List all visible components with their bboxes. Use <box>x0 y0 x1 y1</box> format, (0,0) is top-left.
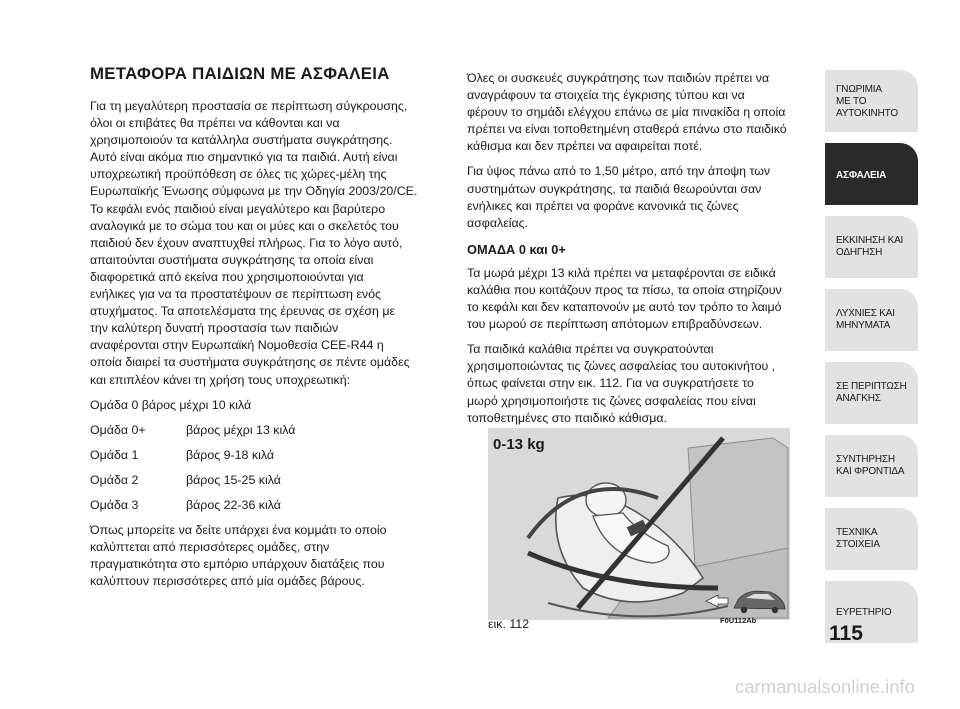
baskets-line: Τα παιδικά καλάθια πρέπει να συγκρατούνται <box>467 342 714 357</box>
approval-paragraph <box>467 70 815 155</box>
group-row <box>90 422 462 439</box>
right-column <box>467 70 815 435</box>
intro-line: αναλογικά με το σώμα του και οι μύες και ο σκελετός του <box>90 218 399 233</box>
group-row <box>90 497 462 514</box>
intro-line: Αυτό είναι ακόμα πιο σημαντικό για τα παιδιά. Αυτή είναι <box>90 150 398 165</box>
height-paragraph <box>467 163 815 231</box>
tab-warning-lights[interactable] <box>825 289 918 351</box>
tab-label-line: ΜΗΝΥΜΑΤΑ <box>836 320 891 331</box>
group-name: Ομάδα 1 <box>90 447 139 462</box>
intro-paragraph <box>90 98 462 389</box>
group-name: Ομάδα 3 <box>90 497 139 512</box>
figure-weight-label: 0-13 kg <box>493 436 545 453</box>
approval-line: πρέπει να είναι τοποθετημένη σταθερά επάνω στο παιδικό <box>467 122 787 137</box>
tab-label-line: ΑΥΤΟΚΙΝΗΤΟ <box>836 108 898 119</box>
baskets-line: χρησιμοποιώντας τις ζώνες ασφαλείας του αυτοκινήτου , <box>467 359 776 374</box>
baskets-paragraph <box>467 341 815 426</box>
height-line: συστημάτων συγκράτησης, τα παιδιά θεωρούνται σαν <box>467 181 762 196</box>
tab-label-line: ΣΕ ΠΕΡΙΠΤΩΣΗ <box>836 381 907 392</box>
tab-label-line: ΟΔΗΓΗΣΗ <box>836 247 883 258</box>
tab-label-line: ΚΑΙ ΦΡΟΝΤΙΔΑ <box>836 466 905 477</box>
tab-label-line: ΓΝΩΡΙΜΙΑ <box>836 84 882 95</box>
tab-label-line: ΕΥΡΕΤΗΡΙΟ <box>836 607 892 618</box>
tab-label-line: ΛΥΧΝΙΕΣ ΚΑΙ <box>836 308 895 319</box>
intro-line: αναφέρονται στην Ευρωπαϊκή Νομοθεσία CEE-R44 η <box>90 338 384 353</box>
infants-line: του μωρού σε περίπτωση απότομων επιβραδύνσεων. <box>467 317 763 332</box>
closing-line: καλύπτεται από περισσότερες ομάδες, στην <box>90 540 330 555</box>
closing-line: Όπως μπορείτε να δείτε υπάρχει ένα κομμάτι το οποίο <box>90 523 387 538</box>
intro-line: υποχρεωτική προϋπόθεση σε όλες τις χώρες-μέλη της <box>90 167 387 182</box>
infants-line: Τα μωρά μέχρι 13 κιλά πρέπει να μεταφέρονται σε ειδικά <box>467 265 776 280</box>
group-weight: βάρος 22-36 κιλά <box>186 497 281 512</box>
tab-safety[interactable] <box>825 143 918 205</box>
approval-line: αναγράφουν τα στοιχεία της έγκρισης τύπου και να <box>467 88 745 103</box>
watermark: carmanualsonline.info <box>735 676 915 697</box>
group-weight: βάρος μέχρι 13 κιλά <box>186 422 296 437</box>
left-column <box>90 64 462 598</box>
figure-112 <box>488 428 790 620</box>
group-weight: βάρος 15-25 κιλά <box>186 472 281 487</box>
tab-label-line: ΑΣΦΑΛΕΙΑ <box>836 170 887 181</box>
baskets-line: όπως φαίνεται στην εικ. 112. Για να συγκρατήσετε το <box>467 376 754 391</box>
infants-paragraph <box>467 265 815 333</box>
group-name: Ομάδα 0+ <box>90 422 146 437</box>
height-line: ενήλικες και πρέπει να φοράνε κανονικά τις ζώνες <box>467 198 739 213</box>
page-number: 115 <box>829 622 863 645</box>
intro-line: Για τη μεγαλύτερη προστασία σε περίπτωση σύγκρουσης, <box>90 99 408 113</box>
page-title: ΜΕΤΑΦΟΡΑ ΠΑΙΔΙΩΝ ΜΕ ΑΣΦΑΛΕΙΑ <box>90 64 390 83</box>
tab-label-line: ΣΥΝΤΗΡΗΣΗ <box>836 454 895 465</box>
figure-code: F0U112Ab <box>720 616 757 625</box>
baskets-line: τοποθετημένες στο παιδικό κάθισμα. <box>467 410 667 425</box>
tab-starting-driving[interactable] <box>825 216 918 278</box>
height-line: Για ύψος πάνω από το 1,50 μέτρο, από την άποψη των <box>467 164 771 179</box>
infants-line: το κεφάλι και δεν καταπονούν με αυτό τον τρόπο το λαιμό <box>467 300 782 315</box>
group-weight: βάρος 9-18 κιλά <box>186 447 275 462</box>
intro-line: οποία διαιρεί τα συστήματα συγκράτησης σε πέντε ομάδες <box>90 355 410 370</box>
tab-label-line: ΤΕΧΝΙΚΑ <box>836 527 878 538</box>
tab-label-line: ΣΤΟΙΧΕΙΑ <box>836 539 880 550</box>
child-seat-illustration <box>488 428 790 620</box>
group-name: Ομάδα 2 <box>90 472 139 487</box>
tab-label-line: ΕΚΚΙΝΗΣΗ ΚΑΙ <box>836 235 904 246</box>
tab-emergency[interactable] <box>825 362 918 424</box>
group-0-line: Ομάδα 0 βάρος μέχρι 10 κιλά <box>90 397 252 412</box>
intro-line: απαιτούνται συστήματα συγκράτησης τα οποία είναι <box>90 252 374 267</box>
intro-line: χρησιμοποιούν τα κατάλληλα συστήματα συγκράτησης. <box>90 133 393 148</box>
intro-line: την καλύτερη δυνατή προστασία των παιδιών <box>90 321 339 336</box>
tab-getting-to-know-car[interactable] <box>825 70 918 132</box>
intro-line: Το κεφάλι ενός παιδιού είναι μεγαλύτερο και βαρύτερο <box>90 201 386 216</box>
group-0-heading: ΟΜΑΔΑ 0 και 0+ <box>467 241 566 257</box>
infants-line: καλάθια που κοιτάζουν προς τα πίσω, τα οποία στηρίζουν <box>467 282 782 297</box>
approval-line: κάθισμα και δεν πρέπει να αφαιρείται ποτέ. <box>467 139 703 154</box>
intro-line: ενήλικες για να τα προστατέψουν σε περίπτωση ενός <box>90 287 381 302</box>
group-row <box>90 472 462 489</box>
intro-line: όλοι οι επιβάτες θα πρέπει να κάθονται και να <box>90 116 340 131</box>
tab-maintenance[interactable] <box>825 435 918 497</box>
tab-label-line: ΑΝΑΓΚΗΣ <box>836 393 881 404</box>
intro-line: παιδιού δεν έχουν αναπτυχθεί πλήρως. Για το λόγο αυτό, <box>90 235 403 250</box>
tab-technical-data[interactable] <box>825 508 918 570</box>
figure-caption: εικ. 112 <box>488 617 530 631</box>
section-tabs <box>825 70 918 654</box>
approval-line: φέρουν το σημάδι ελέγχου επάνω σε μία πινακίδα η οποία <box>467 105 786 120</box>
closing-line: καλύπτουν περισσότερες από μία ομάδες βάρους. <box>90 574 365 589</box>
height-line: ασφαλείας. <box>467 215 529 230</box>
intro-line: Ευρωπαϊκής Ένωσης σύμφωνα με την Οδηγία 2003/20/CE. <box>90 184 418 199</box>
intro-line: ατυχήματος. Τα αποτελέσματα της έρευνας σε σχέση με <box>90 304 396 319</box>
approval-line: Όλες οι συσκευές συγκράτησης των παιδιών πρέπει να <box>467 71 770 85</box>
group-row <box>90 447 462 464</box>
closing-paragraph <box>90 522 462 590</box>
closing-line: πραγματικότητα στο εμπόριο υπάρχουν διατάξεις που <box>90 557 385 572</box>
intro-line: και επιπλέον κάνει τη χρήση τους υποχρεωτική: <box>90 372 351 387</box>
tab-label-line: ΜΕ ΤΟ <box>836 96 867 107</box>
intro-line: διαφορετικά από εκείνα που χρησιμοποιούνται για <box>90 269 364 284</box>
baskets-line: μωρό χρησιμοποιήστε τις ζώνες ασφαλείας που είναι <box>467 393 756 408</box>
